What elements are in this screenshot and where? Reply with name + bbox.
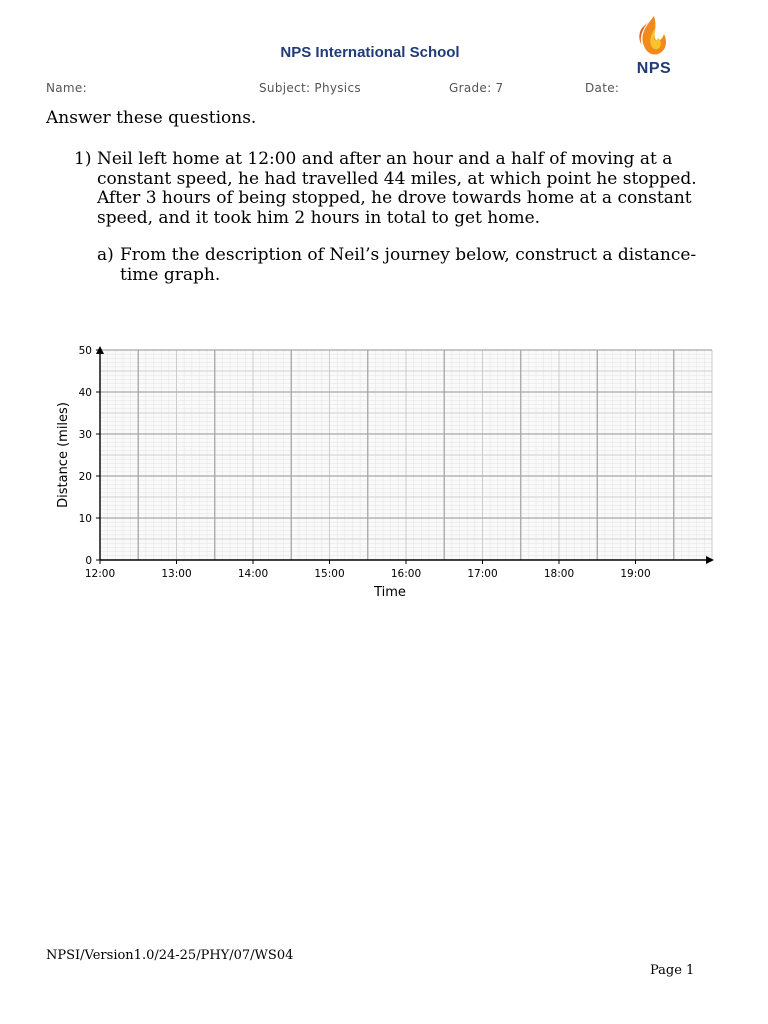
y-tick-label: 0: [85, 555, 92, 567]
intro-text: Answer these questions.: [46, 108, 257, 128]
x-tick-label: 12:00: [84, 568, 116, 580]
subquestion-text: From the description of Neil’s journey below, construct a distance-time graph.: [120, 245, 697, 285]
x-tick-label: 16:00: [390, 568, 422, 580]
flame-icon: [624, 14, 684, 62]
y-axis-title: Distance (miles): [56, 402, 71, 508]
grade-label: Grade: 7: [449, 81, 504, 95]
y-tick-label: 20: [78, 471, 92, 483]
y-tick-label: 30: [78, 429, 92, 441]
distance-time-chart: [50, 338, 720, 602]
question-1: [74, 150, 734, 228]
x-tick-label: 14:00: [237, 568, 269, 580]
x-axis-title: Time: [374, 585, 406, 600]
chart-svg: [50, 338, 720, 602]
question-text: Neil left home at 12:00 and after an hour and a half of moving at a constant speed, he had travelled 44 miles, at which point he stopped. After 3 hours of being stopped, he drove towards home at a constant speed, and it took him 2 hours in total to get home.: [97, 149, 697, 228]
x-tick-label: 19:00: [620, 568, 651, 580]
y-tick-label: 40: [78, 387, 92, 399]
x-tick-label: 17:00: [467, 568, 498, 580]
school-name: NPS International School: [280, 44, 460, 61]
date-label: Date:: [585, 81, 620, 95]
question-number: 1): [74, 149, 92, 169]
y-tick-label: 10: [78, 513, 92, 525]
y-tick-label: 50: [78, 345, 92, 357]
name-label: Name:: [46, 81, 87, 95]
subject-label: Subject: Physics: [259, 81, 361, 95]
subquestion-label: a): [97, 245, 114, 265]
document-code: NPSI/Version1.0/24-25/PHY/07/WS04: [46, 948, 294, 963]
question-1a: [97, 246, 717, 285]
page-number: Page 1: [650, 963, 695, 978]
x-tick-label: 13:00: [161, 568, 192, 580]
x-tick-label: 18:00: [543, 568, 575, 580]
school-logo: [624, 14, 684, 80]
x-tick-label: 15:00: [314, 568, 345, 580]
logo-text: NPS: [636, 60, 672, 77]
